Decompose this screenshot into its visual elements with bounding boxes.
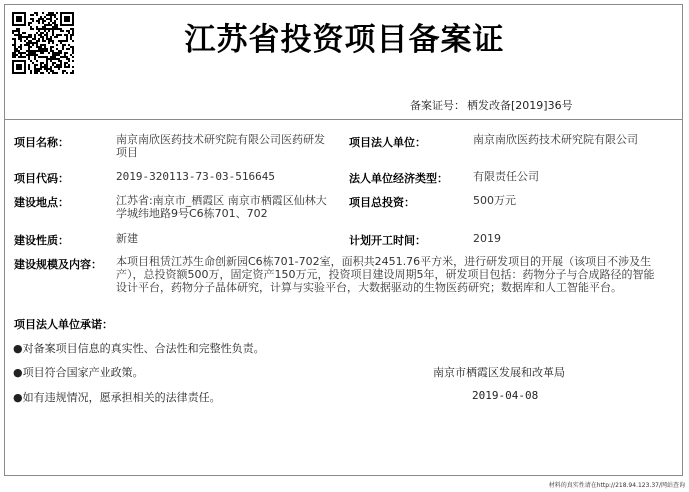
scale-content-value: 本项目租赁江苏生命创新园C6栋701-702室，面积共2451.76平方米，进行研发项目的开展（该项目不涉及生产），总投资额500万，固定资产150万元，投资项目建设周期5年，研发项目包括：药物分子与合成路径的智能设计平台，药物分子晶体研究，计算与实验平台，大数据驱动的生物医药研究；数据库和人工智能平台。 (116, 255, 655, 294)
planned-start-value: 2019 (473, 232, 501, 245)
legal-entity-value: 南京南欣医药技术研究院有限公司 (473, 133, 638, 146)
location-value: 江苏省:南京市_栖霞区 南京市栖霞区仙林大学城纬地路9号C6栋701、702 (116, 194, 327, 220)
verification-footer[interactable]: 材料的真实性请在http://218.94.123.37/网站查询 (548, 482, 685, 489)
project-name-value: 南京南欣医药技术研究院有限公司医药研发项目 (116, 133, 325, 159)
divider (5, 119, 682, 120)
construction-nature-label: 建设性质： (14, 234, 69, 247)
location-label: 建设地点： (14, 196, 69, 209)
issue-date: 2019-04-08 (472, 389, 539, 402)
project-code-value: 2019-320113-73-03-516645 (116, 170, 275, 183)
pledge-item: ●对备案项目信息的真实性、合法性和完整性负责。 (13, 342, 265, 355)
pledge-title: 项目法人单位承诺： (14, 318, 113, 331)
project-code-label: 项目代码： (14, 172, 69, 185)
legal-entity-label: 项目法人单位： (349, 136, 426, 149)
entity-type-value: 有限责任公司 (473, 170, 539, 183)
record-number-label: 备案证号： (410, 99, 465, 112)
certificate-title: 江苏省投资项目备案证 (184, 22, 505, 58)
entity-type-label: 法人单位经济类型： (349, 172, 448, 185)
pledge-item: ●如有违规情况，愿承担相关的法律责任。 (13, 391, 221, 404)
project-name-label: 项目名称： (14, 136, 69, 149)
record-number-value: 栖发改备[2019]36号 (467, 99, 573, 112)
planned-start-label: 计划开工时间： (349, 234, 426, 247)
issuer-name: 南京市栖霞区发展和改革局 (433, 366, 565, 379)
pledge-item: ●项目符合国家产业政策。 (13, 366, 144, 379)
total-investment-label: 项目总投资： (349, 196, 415, 209)
record-number (410, 97, 573, 113)
total-investment-value: 500万元 (473, 194, 516, 207)
construction-nature-value: 新建 (116, 232, 138, 245)
scale-content-label: 建设规模及内容： (14, 258, 102, 271)
